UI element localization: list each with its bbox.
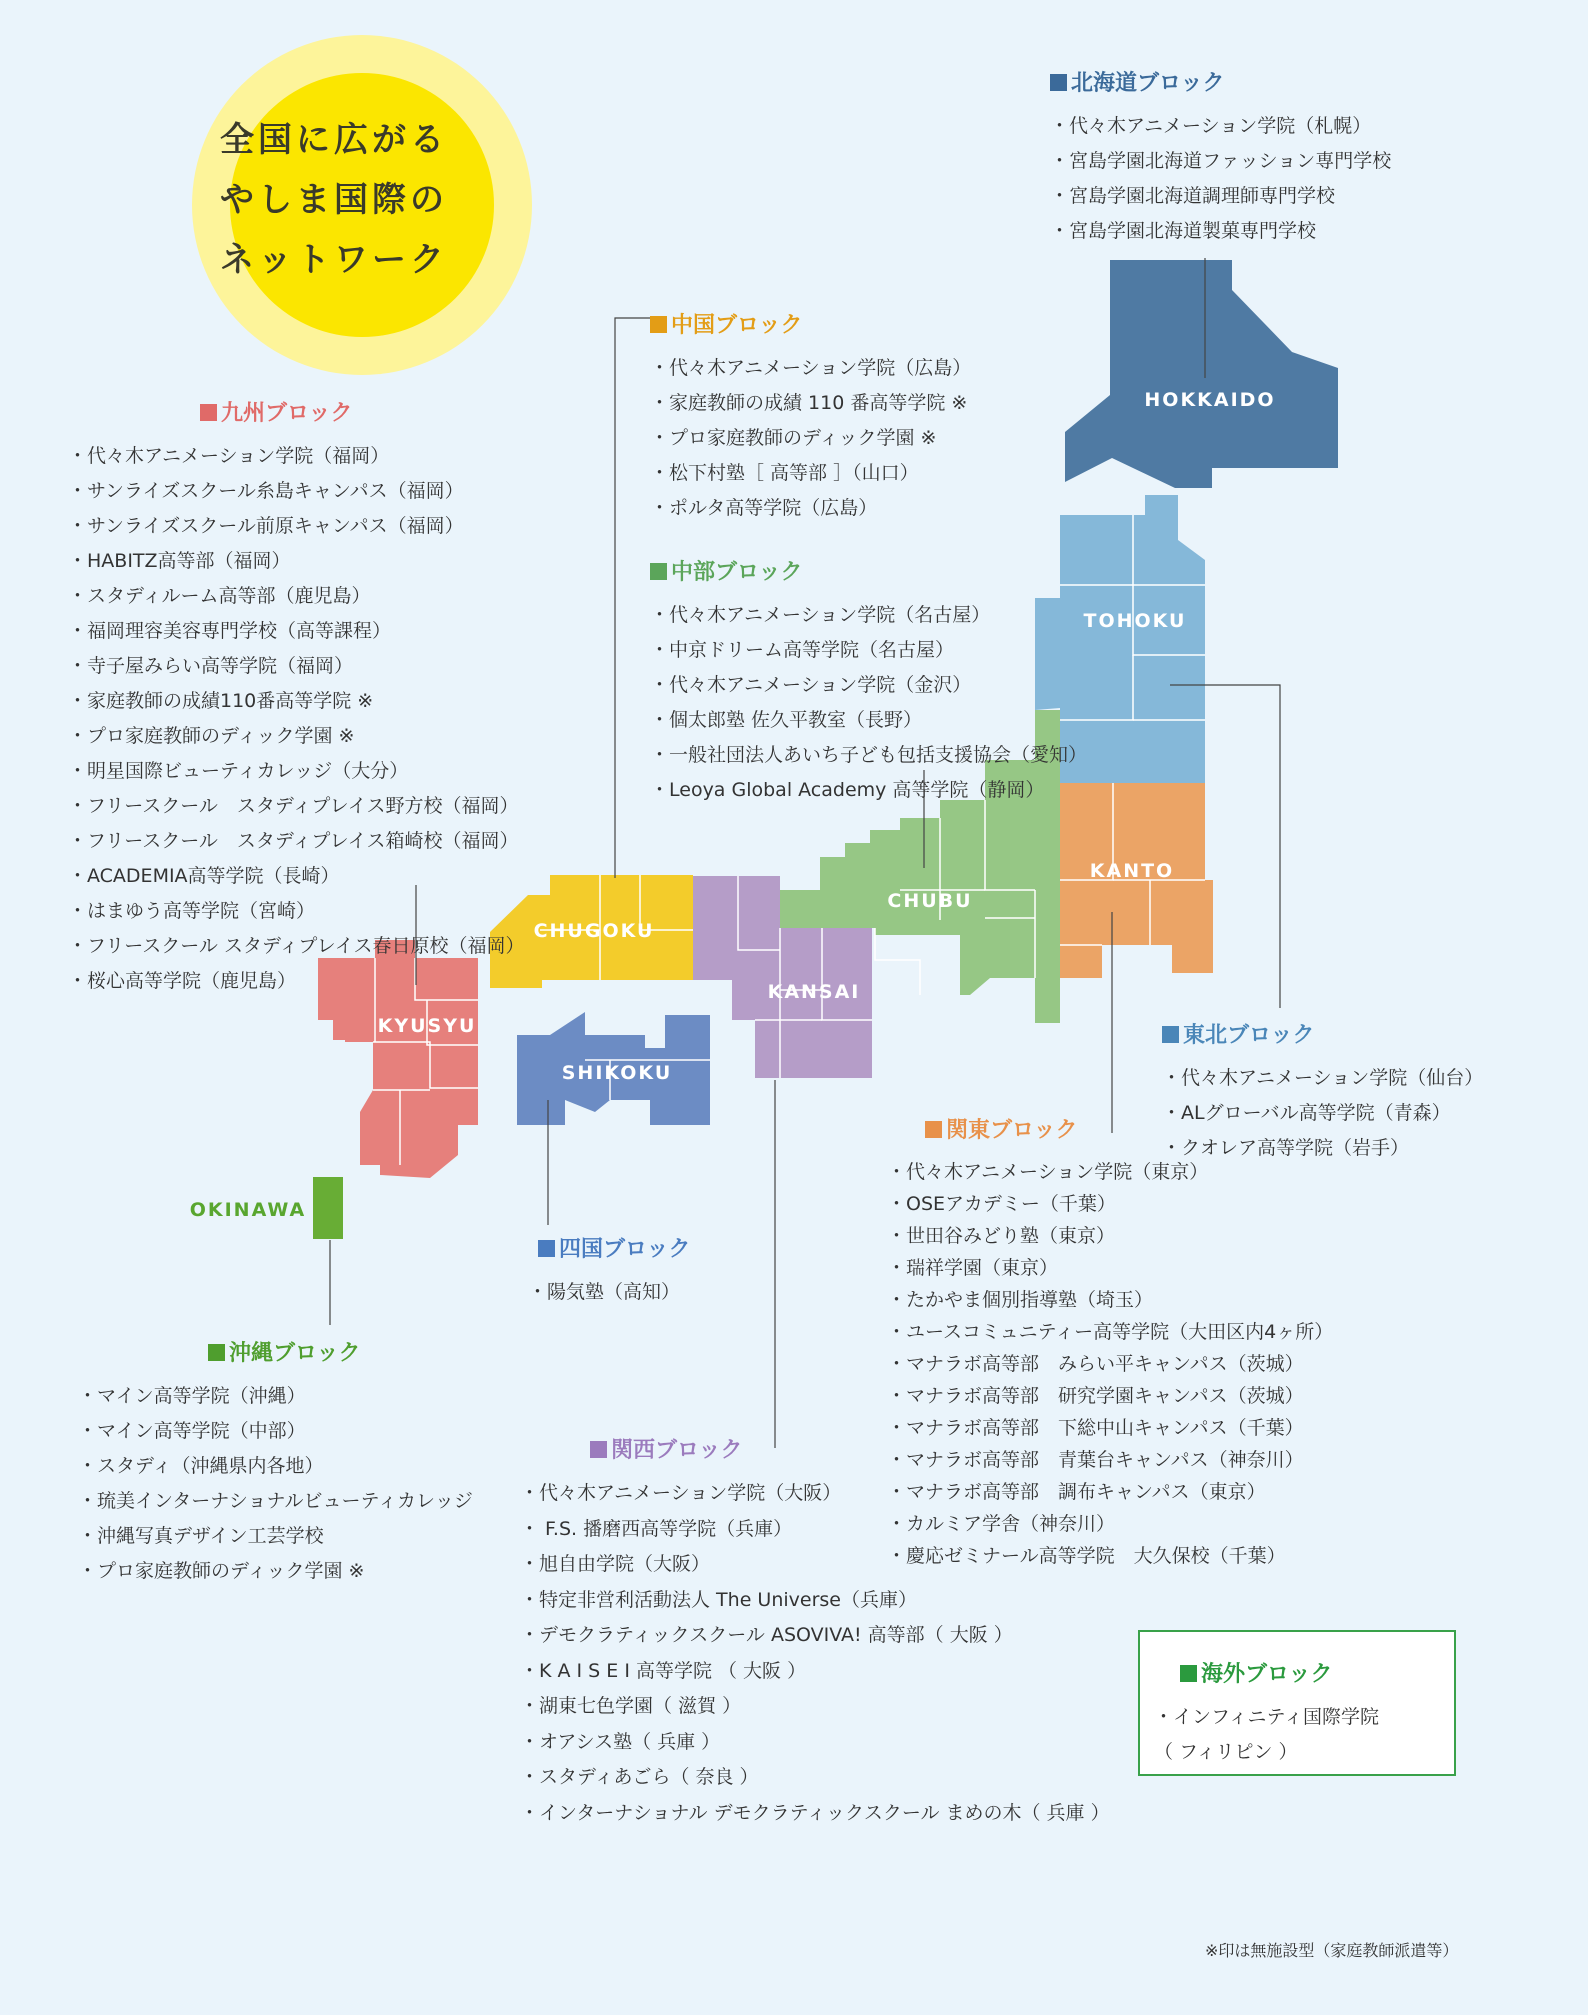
okinawa-heading-marker	[208, 1344, 225, 1361]
list-item: ・家庭教師の成績 110 番高等学院 ※	[650, 392, 968, 414]
list-item: ・代々木アニメーション学院（福岡）	[68, 445, 390, 467]
overseas-heading-marker	[1180, 1665, 1197, 1682]
chugoku-heading-text: 中国ブロック	[671, 313, 803, 338]
list-item: ・代々木アニメーション学院（東京）	[887, 1161, 1209, 1183]
label-kanto: KANTO	[1089, 860, 1175, 882]
list-item: ・HABITZ高等部（福岡）	[68, 550, 291, 572]
hokkaido-heading-text: 北海道ブロック	[1071, 71, 1225, 96]
okinawa-list	[78, 1379, 473, 1589]
list-item: ・個太郎塾 佐久平教室（長野）	[650, 709, 923, 731]
list-item: ・中京ドリーム高等学院（名古屋）	[650, 639, 955, 661]
okinawa-block	[78, 1336, 473, 1589]
kanto-heading-marker	[925, 1121, 942, 1138]
list-item: ・たかやま個別指導塾（埼玉）	[887, 1289, 1154, 1311]
list-item: ・ALグローバル高等学院（青森）	[1162, 1102, 1451, 1124]
shikoku-heading	[538, 1232, 691, 1263]
kyushu-heading-marker	[200, 404, 217, 421]
title-line-2: やしま国際の	[220, 180, 448, 220]
list-item: ・湖東七色学園（ 滋賀 ）	[520, 1695, 742, 1717]
list-item: ・マイン高等学院（中部）	[78, 1420, 306, 1442]
list-item: ・ポルタ高等学院（広島）	[650, 497, 878, 519]
tohoku-heading-text: 東北ブロック	[1183, 1023, 1315, 1048]
list-item: ・慶応ゼミナール高等学院 大久保校（千葉）	[887, 1545, 1286, 1567]
chubu-block	[650, 555, 1087, 808]
hokkaido-heading	[1050, 66, 1391, 97]
chubu-list	[650, 598, 1087, 808]
okinawa-heading-text: 沖縄ブロック	[229, 1341, 361, 1366]
region-kyusyu-island	[337, 1004, 349, 1038]
list-item: ・カルミア学舎（神奈川）	[887, 1513, 1116, 1535]
overseas-block	[1154, 1657, 1379, 1770]
list-item: ・インターナショナル デモクラティックスクール まめの木（ 兵庫 ）	[520, 1801, 1110, 1824]
list-item: ・陽気塾（高知）	[528, 1281, 681, 1303]
list-item: ・はまゆう高等学院（宮崎）	[68, 900, 316, 922]
overseas-heading-text: 海外ブロック	[1201, 1662, 1333, 1687]
list-item: ・サンライズスクール糸島キャンパス（福岡）	[68, 480, 464, 502]
list-item: ・特定非営利活動法人 The Universe（兵庫）	[520, 1588, 917, 1611]
label-chugoku: CHUGOKU	[533, 920, 655, 942]
list-item: ・K A I S E I 高等学院 （ 大阪 ）	[520, 1659, 807, 1682]
label-chubu: CHUBU	[887, 890, 973, 912]
kyushu-list	[68, 439, 525, 999]
kansai-heading-marker	[590, 1441, 607, 1458]
tohoku-heading	[1162, 1018, 1483, 1049]
list-item: ・フリースクール スタディプレイス野方校（福岡）	[68, 795, 519, 817]
overseas-list	[1154, 1700, 1379, 1770]
tohoku-heading-marker	[1162, 1026, 1179, 1043]
list-item: ・家庭教師の成績110番高等学院 ※	[68, 690, 374, 712]
list-item: ・世田谷みどり塾（東京）	[887, 1225, 1116, 1247]
region-hokkaido[interactable]	[1065, 260, 1338, 488]
list-item: ・ユースコミュニティー高等学院（大田区内4ヶ所）	[887, 1321, 1334, 1343]
list-item: ・マナラボ高等部 下総中山キャンパス（千葉）	[887, 1417, 1304, 1439]
list-item: ・マナラボ高等部 研究学園キャンパス（茨城）	[887, 1385, 1304, 1407]
title-line-3: ネットワーク	[220, 240, 448, 280]
list-item: ・宮島学園北海道製菓専門学校	[1050, 220, 1317, 242]
label-okinawa: OKINAWA	[189, 1199, 307, 1221]
kanto-heading-text: 関東ブロック	[946, 1118, 1078, 1143]
label-tohoku: TOHOKU	[1083, 610, 1187, 632]
kyushu-block	[68, 396, 525, 999]
list-item: ・スタディあごら（ 奈良 ）	[520, 1766, 759, 1788]
list-item: ・マナラボ高等部 調布キャンパス（東京）	[887, 1481, 1266, 1503]
list-item: ・サンライズスクール前原キャンパス（福岡）	[68, 515, 464, 537]
page-title	[220, 110, 500, 290]
hokkaido-heading-marker	[1050, 74, 1067, 91]
kansai-heading-text: 関西ブロック	[611, 1438, 743, 1463]
list-item: ・代々木アニメーション学院（広島）	[650, 357, 972, 379]
list-item: ・琉美インターナショナルビューティカレッジ	[78, 1490, 473, 1512]
list-item: ・代々木アニメーション学院（仙台）	[1162, 1067, 1484, 1089]
list-item: ・福岡理容美容専門学校（高等課程）	[68, 620, 392, 642]
chugoku-list	[650, 351, 971, 526]
label-shikoku: SHIKOKU	[561, 1062, 673, 1084]
list-item: ・瑞祥学園（東京）	[887, 1257, 1059, 1279]
overseas-heading	[1180, 1657, 1379, 1688]
list-item: ・代々木アニメーション学院（名古屋）	[650, 604, 991, 626]
list-item: ・明星国際ビューティカレッジ（大分）	[68, 760, 409, 782]
chubu-heading-text: 中部ブロック	[671, 560, 803, 585]
list-item: ・プロ家庭教師のディック学園 ※	[650, 427, 937, 449]
shikoku-block	[528, 1232, 691, 1310]
okinawa-heading	[208, 1336, 473, 1367]
region-okinawa[interactable]	[313, 1177, 343, 1239]
kansai-block	[520, 1433, 1110, 1831]
list-item: ・デモクラティックスクール ASOVIVA! 高等部（ 大阪 ）	[520, 1624, 1013, 1646]
list-item: ・フリースクール スタディプレイス箱崎校（福岡）	[68, 830, 519, 852]
list-item: ・OSEアカデミー（千葉）	[887, 1193, 1116, 1215]
list-item: ・フリースクール スタディプレイス春日原校（福岡）	[68, 935, 525, 957]
label-kansai: KANSAI	[767, 981, 861, 1003]
list-item: ・Leoya Global Academy 高等学院（静岡）	[650, 779, 1045, 801]
list-item: ・マナラボ高等部 みらい平キャンパス（茨城）	[887, 1353, 1304, 1375]
title-line-1: 全国に広がる	[220, 120, 448, 160]
list-item: （ フィリピン ）	[1154, 1741, 1298, 1763]
chugoku-block	[650, 308, 971, 526]
label-kyusyu: KYUSYU	[377, 1015, 477, 1037]
list-item: ・ACADEMIA高等学院（長崎）	[68, 865, 340, 887]
list-item: ・ F.S. 播磨西高等学院（兵庫）	[520, 1517, 793, 1540]
chugoku-heading-marker	[650, 316, 667, 333]
kansai-heading	[590, 1433, 1110, 1464]
list-item: ・プロ家庭教師のディック学園 ※	[78, 1560, 365, 1582]
kyushu-heading-text: 九州ブロック	[221, 401, 353, 426]
chubu-heading-marker	[650, 563, 667, 580]
shikoku-heading-marker	[538, 1240, 555, 1257]
kyushu-heading	[200, 396, 525, 427]
list-item: ・一般社団法人あいち子ども包括支援協会（愛知）	[650, 744, 1088, 766]
list-item: ・オアシス塾（ 兵庫 ）	[520, 1730, 721, 1753]
kansai-list	[520, 1476, 1110, 1831]
shikoku-heading-text: 四国ブロック	[559, 1237, 691, 1262]
list-item: ・マナラボ高等部 青葉台キャンパス（神奈川）	[887, 1449, 1304, 1471]
list-item: ・クオレア高等学院（岩手）	[1162, 1137, 1410, 1159]
list-item: ・代々木アニメーション学院（大阪）	[520, 1482, 842, 1504]
list-item: ・桜心高等学院（鹿児島）	[68, 970, 297, 992]
list-item: ・スタディ（沖縄県内各地）	[78, 1455, 324, 1477]
chugoku-heading	[650, 308, 971, 339]
label-hokkaido: HOKKAIDO	[1144, 389, 1276, 411]
list-item: ・代々木アニメーション学院（札幌）	[1050, 115, 1372, 137]
list-item: ・インフィニティ国際学院	[1154, 1706, 1379, 1728]
shikoku-list	[528, 1275, 691, 1310]
chubu-heading	[650, 555, 1087, 586]
list-item: ・沖縄写真デザイン工芸学校	[78, 1525, 324, 1547]
footnote: ※印は無施設型（家庭教師派遣等）	[1205, 1941, 1459, 1960]
list-item: ・松下村塾［ 高等部 ］（山口）	[650, 462, 919, 484]
list-item: ・代々木アニメーション学院（金沢）	[650, 674, 972, 696]
list-item: ・宮島学園北海道ファッション専門学校	[1050, 150, 1392, 172]
hokkaido-list	[1050, 109, 1391, 249]
list-item: ・スタディルーム高等部（鹿児島）	[68, 585, 371, 607]
list-item: ・プロ家庭教師のディック学園 ※	[68, 725, 355, 747]
list-item: ・マイン高等学院（沖縄）	[78, 1385, 306, 1407]
hokkaido-block	[1050, 66, 1391, 249]
list-item: ・旭自由学院（大阪）	[520, 1553, 711, 1575]
kanto-heading	[925, 1113, 1333, 1144]
list-item: ・宮島学園北海道調理師専門学校	[1050, 185, 1336, 207]
list-item: ・寺子屋みらい高等学院（福岡）	[68, 655, 354, 677]
